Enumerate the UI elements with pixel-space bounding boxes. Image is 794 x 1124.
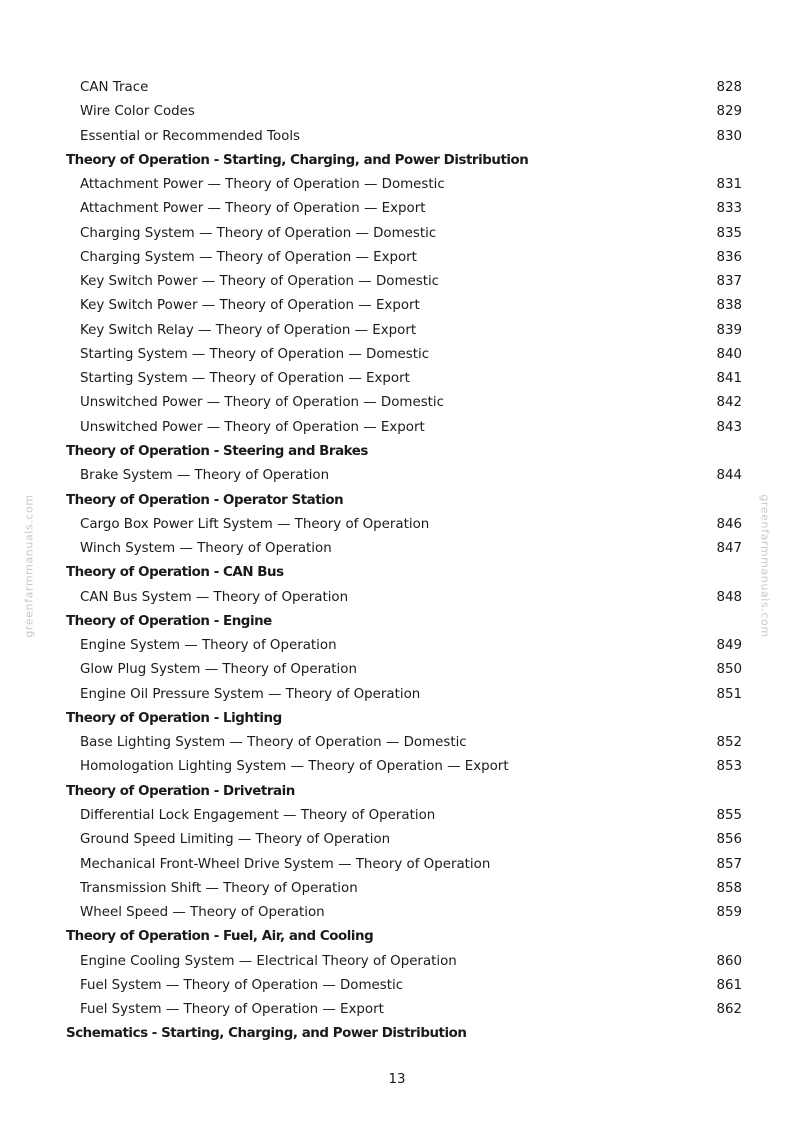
toc-entry: [66, 125, 742, 149]
toc-entry: [66, 731, 742, 755]
toc-entry-title: Ground Speed Limiting — Theory of Operation: [80, 832, 391, 848]
table-of-contents: [66, 76, 742, 1047]
toc-entry: [66, 76, 742, 100]
toc-entry-title: Key Switch Power — Theory of Operation — Domestic: [80, 274, 440, 290]
toc-entry-title: Key Switch Power — Theory of Operation — Export: [80, 298, 420, 314]
toc-section-heading: Theory of Operation - Fuel, Air, and Cooling: [66, 929, 374, 945]
toc-entry-page: 830: [716, 128, 742, 144]
toc-entry-page: 841: [716, 371, 742, 387]
watermark-left: greenfarmmanuals.com: [22, 494, 36, 638]
toc-entry: [66, 537, 742, 561]
toc-entry-title: Attachment Power — Theory of Operation — Domestic: [80, 177, 445, 193]
toc-entry: [66, 901, 742, 925]
toc-entry: [66, 416, 742, 440]
toc-entry-title: Base Lighting System — Theory of Operation — Domestic: [80, 735, 467, 751]
toc-entry-title: Unswitched Power — Theory of Operation — Domestic: [80, 395, 445, 411]
page-number: 13: [388, 1072, 406, 1087]
toc-entry-page: 847: [716, 541, 742, 557]
toc-entry-title: CAN Trace: [80, 80, 149, 95]
toc-entry-page: 856: [716, 832, 742, 848]
toc-entry: [66, 367, 742, 391]
toc-entry: [66, 828, 742, 852]
toc-entry-page: 859: [716, 905, 742, 921]
toc-entry-page: 831: [716, 177, 742, 193]
toc-entry-page: 850: [716, 662, 742, 678]
toc-entry-title: Engine System — Theory of Operation: [80, 638, 337, 654]
toc-entry-page: 857: [716, 856, 742, 872]
toc-entry-page: 829: [716, 104, 742, 120]
toc-entry-page: 839: [716, 322, 742, 338]
toc-entry: [66, 197, 742, 221]
toc-entry-title: Charging System — Theory of Operation — Export: [80, 249, 417, 265]
toc-section-heading: Theory of Operation - Lighting: [66, 710, 282, 726]
toc-entry-title: Brake System — Theory of Operation: [80, 468, 330, 484]
toc-entry: [66, 294, 742, 318]
toc-entry: [66, 950, 742, 974]
toc-section-heading: Theory of Operation - Operator Station: [66, 492, 344, 508]
toc-entry-title: Winch System — Theory of Operation: [80, 541, 332, 557]
toc-entry: [66, 464, 742, 488]
toc-entry: [66, 513, 742, 537]
toc-entry-title: Transmission Shift — Theory of Operation: [80, 880, 358, 896]
toc-entry-page: 855: [716, 807, 742, 823]
toc-entry-title: Fuel System — Theory of Operation — Export: [80, 1002, 384, 1018]
toc-entry: [66, 877, 742, 901]
toc-entry-title: Fuel System — Theory of Operation — Domestic: [80, 977, 404, 993]
toc-section-heading: Theory of Operation - Drivetrain: [66, 783, 295, 799]
toc-entry-page: 837: [716, 274, 742, 290]
toc-entry-title: Glow Plug System — Theory of Operation: [80, 662, 357, 678]
toc-entry-title: Charging System — Theory of Operation — Domestic: [80, 225, 437, 241]
toc-entry: [66, 391, 742, 415]
toc-entry-page: 828: [716, 80, 742, 95]
toc-entry-page: 849: [716, 638, 742, 654]
toc-entry-page: 848: [716, 589, 742, 605]
toc-entry-title: CAN Bus System — Theory of Operation: [80, 589, 349, 605]
toc-section-heading: Theory of Operation - Engine: [66, 613, 272, 629]
toc-section-heading: Schematics - Starting, Charging, and Power Distribution: [66, 1026, 467, 1042]
toc-entry: [66, 998, 742, 1022]
toc-entry: [66, 246, 742, 270]
toc-entry-title: Engine Cooling System — Electrical Theory of Operation: [80, 953, 457, 969]
toc-entry-page: 843: [716, 419, 742, 435]
toc-entry: [66, 173, 742, 197]
toc-entry-title: Cargo Box Power Lift System — Theory of Operation: [80, 516, 430, 532]
toc-entry-title: Attachment Power — Theory of Operation — Export: [80, 201, 426, 217]
toc-entry: [66, 100, 742, 124]
toc-entry-page: 852: [716, 735, 742, 751]
toc-section-heading: Theory of Operation - CAN Bus: [66, 565, 284, 581]
toc-entry-title: Wheel Speed — Theory of Operation: [80, 905, 325, 921]
toc-entry-page: 860: [716, 953, 742, 969]
toc-section-heading: Theory of Operation - Steering and Brakes: [66, 443, 368, 459]
toc-entry-page: 858: [716, 880, 742, 896]
toc-entry: [66, 222, 742, 246]
toc-entry-title: Essential or Recommended Tools: [80, 128, 301, 144]
toc-entry-page: 836: [716, 249, 742, 265]
toc-entry-page: 844: [716, 468, 742, 484]
toc-entry-title: Key Switch Relay — Theory of Operation — Export: [80, 322, 417, 338]
toc-entry-title: Mechanical Front-Wheel Drive System — Theory of Operation: [80, 856, 491, 872]
toc-entry-title: Engine Oil Pressure System — Theory of Operation: [80, 686, 421, 702]
toc-entry-page: 838: [716, 298, 742, 314]
toc-entry: [66, 586, 742, 610]
toc-entry-page: 840: [716, 346, 742, 362]
toc-entry-page: 862: [716, 1002, 742, 1018]
toc-entry: [66, 804, 742, 828]
toc-entry-title: Differential Lock Engagement — Theory of Operation: [80, 807, 436, 823]
toc-entry-title: Starting System — Theory of Operation — Export: [80, 371, 410, 387]
toc-entry-title: Wire Color Codes: [80, 104, 195, 120]
toc-entry: [66, 853, 742, 877]
toc-entry: [66, 974, 742, 998]
toc-section-heading: Theory of Operation - Starting, Charging, and Power Distribution: [66, 152, 529, 168]
toc-entry-page: 842: [716, 395, 742, 411]
toc-entry-page: 861: [716, 977, 742, 993]
toc-entry: [66, 343, 742, 367]
toc-entry: [66, 319, 742, 343]
watermark-right: greenfarmmanuals.com: [758, 494, 772, 638]
toc-entry-page: 853: [716, 759, 742, 775]
toc-entry: [66, 658, 742, 682]
toc-entry-title: Starting System — Theory of Operation — Domestic: [80, 346, 430, 362]
toc-entry: [66, 270, 742, 294]
toc-entry: [66, 683, 742, 707]
toc-entry-title: Unswitched Power — Theory of Operation — Export: [80, 419, 425, 435]
toc-entry-page: 846: [716, 516, 742, 532]
toc-entry-page: 851: [716, 686, 742, 702]
toc-entry: [66, 634, 742, 658]
toc-entry-title: Homologation Lighting System — Theory of Operation — Export: [80, 759, 509, 775]
toc-entry-page: 833: [716, 201, 742, 217]
toc-entry-page: 835: [716, 225, 742, 241]
toc-entry: [66, 755, 742, 779]
